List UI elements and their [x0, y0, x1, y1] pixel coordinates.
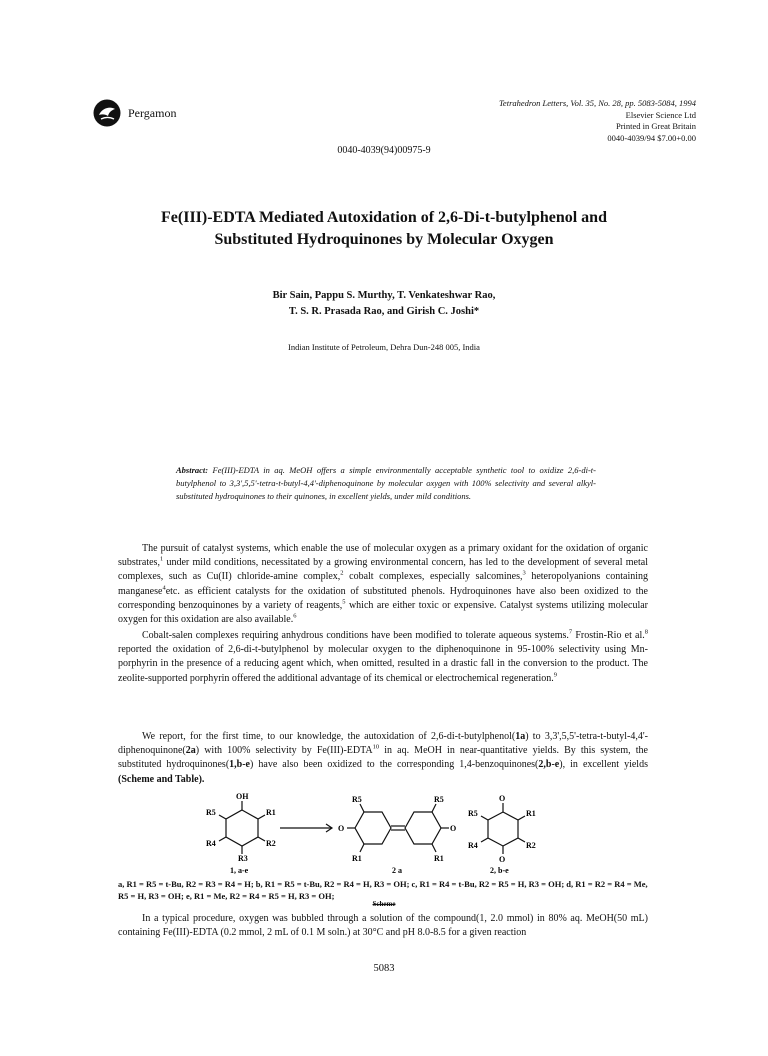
- label-r1-left: R1: [352, 854, 362, 863]
- journal-price: 0040-4039/94 $7.00+0.00: [607, 132, 696, 143]
- paper-title: [60, 207, 708, 251]
- ref-sup: 7: [568, 628, 573, 636]
- text-run: Cobalt-salen complexes requiring anhydrous conditions have been modified to tolerate aqueous systems.: [142, 630, 569, 641]
- abstract: [176, 464, 596, 503]
- compound-label: 2,b-e: [538, 759, 560, 771]
- text-run: ) to 3,3',5,5'-tetra-t-butyl-4,4'-diphenoquinone(: [118, 731, 648, 757]
- label-r4-2be: R4: [468, 841, 478, 850]
- text-run: in aq. MeOH in near-quantitative yields. By this system, the substituted hydroquinones(: [118, 745, 648, 771]
- ref-sup: 5: [342, 598, 346, 606]
- label-o-right: O: [450, 824, 457, 833]
- ref-sup: 10: [372, 743, 380, 751]
- ring-compound-2be: [488, 812, 518, 846]
- paragraph-1: [118, 542, 648, 627]
- abstract-text: Fe(III)-EDTA in aq. MeOH offers a simple environmentally acceptable synthetic tool to oxidize 2,6-di-t-butylphenol to 3,3',5,5'-tetra-t-butyl-4,4'-diphenoquinone by molecular oxygen with 100% selectivity and several alkyl-substituted hydroquinones to their quinones, in excellent yields, under mild conditions.: [176, 465, 596, 501]
- journal-publisher: Elsevier Science Ltd: [625, 109, 696, 120]
- label-r2-2be: R2: [526, 841, 536, 850]
- ref-sup: 4: [162, 584, 166, 592]
- ref-sup: 2: [340, 570, 344, 578]
- compound-label: 2a: [185, 745, 196, 757]
- ref-sup: 8: [644, 628, 648, 636]
- paragraph-2: [118, 629, 648, 686]
- text-run: etc. as efficient catalysts for the oxidation of substituted phenols. Hydroquinones have also been oxidized to the corresponding benzoquinones by a variety of reagents,: [118, 585, 648, 611]
- label-r5-right: R5: [434, 795, 444, 804]
- journal-printed: Printed in Great Britain: [615, 121, 696, 131]
- label-compound-2a: 2 a: [392, 866, 402, 875]
- scheme-table-ref: (Scheme and Table).: [118, 773, 205, 785]
- authors-line-1: Bir Sain, Pappu S. Murthy, T. Venkateshwar Rao,: [272, 290, 496, 301]
- ref-sup: 6: [293, 612, 297, 620]
- ring-compound-1: [226, 810, 258, 846]
- label-r4: R4: [206, 839, 216, 848]
- authors-line-2: T. S. R. Prasada Rao, and Girish C. Joshi*: [288, 306, 480, 317]
- ring-2a-left: [355, 812, 391, 844]
- title-line-2: Substituted Hydroquinones by Molecular Oxygen: [214, 231, 554, 248]
- label-r5-left: R5: [352, 795, 362, 804]
- label-r2: R2: [266, 839, 276, 848]
- doi: 0040-4039(94)00975-9: [337, 145, 431, 156]
- text-run: We report, for the first time, to our knowledge, the autoxidation of 2,6-di-t-butylphenol(: [142, 731, 516, 742]
- text-run: reported the oxidation of 2,6-di-t-butylphenol by molecular oxygen to the diphenoquinone in 95-100% selectivity using Mn-porphyrin in the presence of a reducing agent which, when omitted, resulted in a drastic fall in the conversion to the product. The zeolite-supported porphyrin offered the additional advantage of its chemical or electrochemical regeneration.: [118, 644, 648, 684]
- label-oh: OH: [236, 792, 249, 801]
- label-r1-right: R1: [434, 854, 444, 863]
- journal-citation: Tetrahedron Letters, Vol. 35, No. 28, pp. 5083-5084, 1994: [498, 98, 696, 108]
- scheme-legend: a, R1 = R5 = t-Bu, R2 = R3 = R4 = H; b, R1 = R5 = t-Bu, R2 = R4 = H, R3 = OH; c, R1 = R4 = t-Bu, R2 = R5 = H, R3 = OH; d, R1 = R2 = R4 = Me, R5 = H, R3 = OH; e, R1 = Me, R2 = R4 = R5 = H, R3 = OH;: [118, 879, 648, 901]
- label-compound-2be: 2, b-e: [490, 866, 509, 875]
- label-r5: R5: [206, 808, 216, 817]
- text-run: which are either toxic or expensive. Catalyst systems utilizing molecular oxygen for this oxidation are also available.: [118, 599, 648, 626]
- title-line-1: Fe(III)-EDTA Mediated Autoxidation of 2,6-Di-t-butylphenol and: [161, 209, 607, 226]
- publisher-name: Pergamon: [128, 106, 177, 120]
- ring-2a-right: [405, 812, 441, 844]
- label-r1: R1: [266, 808, 276, 817]
- text-run: ), in excellent yields: [559, 759, 648, 771]
- abstract-label: Abstract:: [176, 465, 209, 475]
- affiliation: Indian Institute of Petroleum, Dehra Dun-248 005, India: [288, 342, 480, 352]
- label-o-bottom: O: [499, 855, 506, 864]
- ref-sup: 1: [159, 555, 164, 563]
- paragraph-3: [118, 730, 648, 787]
- paragraph-4: In a typical procedure, oxygen was bubbled through a solution of the compound(1, 2.0 mmol) in 80% aq. MeOH(50 mL) containing Fe(III)-EDTA (0.2 mmol, 2 mL of 0.1 M soln.) at 30°C and pH 8.0-8.5 for a given reaction: [118, 913, 648, 939]
- authors: [60, 288, 708, 320]
- compound-label: 1a: [515, 731, 526, 742]
- scheme-caption: Scheme: [372, 900, 396, 908]
- label-o-top: O: [499, 794, 506, 803]
- label-r3: R3: [238, 854, 248, 863]
- reaction-scheme: [150, 790, 610, 876]
- text-run: heteropolyanions containing manganese: [118, 571, 648, 597]
- label-r1-2be: R1: [526, 809, 536, 818]
- text-run: cobalt complexes, especially salcomines,: [343, 571, 523, 583]
- ref-sup: 3: [522, 570, 526, 578]
- text-run: under mild conditions, necessitated by a growing environmental concern, has led to the development of several metal complexes, such as Cu(II) chloride-amine complex,: [118, 557, 648, 583]
- label-compound-1: 1, a-e: [230, 866, 249, 875]
- label-r5-2be: R5: [468, 809, 478, 818]
- text-run: Frostin-Rio et al.: [572, 630, 645, 641]
- text-run: The pursuit of catalyst systems, which enable the use of molecular oxygen as a primary oxidant for the oxidation of organic substrates,: [118, 543, 648, 569]
- text-run: ) with 100% selectivity by Fe(III)-EDTA: [195, 745, 373, 757]
- page-number: 5083: [373, 963, 395, 974]
- text-run: ) have also been oxidized to the corresponding 1,4-benzoquinones(: [250, 759, 539, 771]
- pergamon-logo-icon: [92, 98, 122, 128]
- ref-sup: 9: [553, 671, 557, 679]
- journal-info: [499, 98, 696, 144]
- label-o-left: O: [338, 824, 345, 833]
- compound-label: 1,b-e: [229, 759, 250, 771]
